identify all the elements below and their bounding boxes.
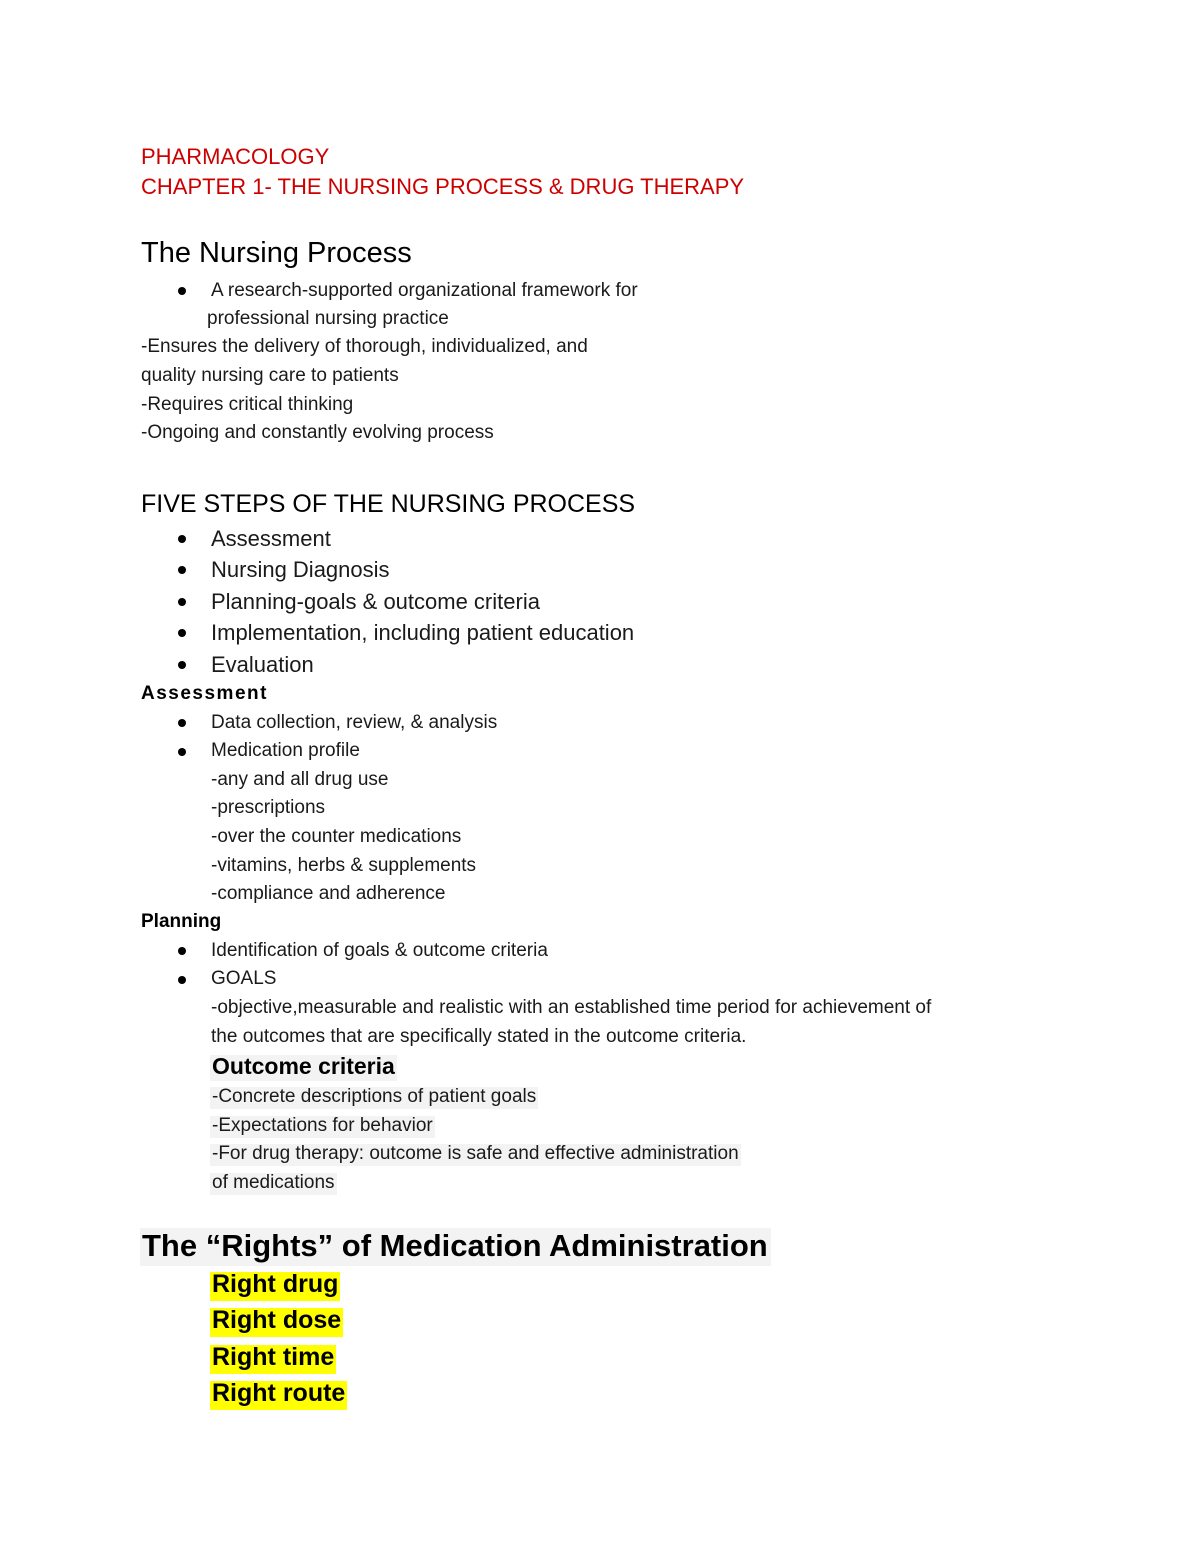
bullet-icon [178, 719, 186, 727]
bullet-icon [178, 566, 186, 574]
outcome-line: -Expectations for behavior [212, 1115, 433, 1136]
assessment-subline: -prescriptions [211, 797, 326, 818]
goals-line: the outcomes that are specifically stated in the outcome criteria. [211, 1026, 747, 1047]
nursing-process-line: -Ongoing and constantly evolving process [141, 422, 494, 443]
outcome-line: -Concrete descriptions of patient goals [212, 1086, 537, 1107]
chapter-title: CHAPTER 1- THE NURSING PROCESS & DRUG THERAPY [141, 174, 745, 199]
right-item: Right route [210, 1381, 347, 1410]
bullet-icon [178, 661, 186, 669]
goals-line: -objective,measurable and realistic with an established time period for achievement of [211, 997, 932, 1018]
planning-heading: Planning [141, 911, 222, 932]
assessment-subline: -any and all drug use [211, 769, 389, 790]
bullet-icon [178, 535, 186, 543]
right-item: Right time [210, 1345, 336, 1374]
step-item: Evaluation [211, 652, 314, 677]
rights-heading: The “Rights” of Medication Administration [140, 1228, 771, 1266]
planning-item: GOALS [211, 968, 277, 989]
nursing-process-bullet-line2: professional nursing practice [207, 308, 449, 329]
right-item: Right drug [210, 1272, 340, 1301]
right-item: Right dose [210, 1308, 343, 1337]
nursing-process-heading: The Nursing Process [141, 237, 412, 269]
nursing-process-bullet-line1: A research-supported organizational framework for [211, 280, 638, 301]
bullet-icon [178, 748, 186, 756]
assessment-heading: Assessment [141, 683, 268, 704]
assessment-subline: -over the counter medications [211, 826, 462, 847]
planning-item: Identification of goals & outcome criteria [211, 940, 548, 961]
bullet-icon [178, 976, 186, 984]
outcome-criteria-heading: Outcome criteria [212, 1053, 395, 1079]
bullet-icon [178, 598, 186, 606]
bullet-icon [178, 629, 186, 637]
step-item: Assessment [211, 526, 331, 551]
outcome-line: -For drug therapy: outcome is safe and effective administration [212, 1143, 739, 1164]
bullet-icon [178, 947, 186, 955]
five-steps-heading: FIVE STEPS OF THE NURSING PROCESS [141, 490, 636, 518]
assessment-subline: -compliance and adherence [211, 883, 446, 904]
outcome-line: of medications [212, 1172, 335, 1193]
step-item: Planning-goals & outcome criteria [211, 589, 540, 614]
nursing-process-line: -Ensures the delivery of thorough, individualized, and [141, 336, 588, 357]
subject-title: PHARMACOLOGY [141, 144, 330, 169]
assessment-item: Medication profile [211, 740, 360, 761]
step-item: Implementation, including patient education [211, 620, 635, 645]
assessment-subline: -vitamins, herbs & supplements [211, 855, 477, 876]
assessment-item: Data collection, review, & analysis [211, 712, 498, 733]
step-item: Nursing Diagnosis [211, 557, 390, 582]
bullet-icon [178, 287, 186, 295]
nursing-process-line: quality nursing care to patients [141, 365, 399, 386]
nursing-process-line: -Requires critical thinking [141, 394, 354, 415]
